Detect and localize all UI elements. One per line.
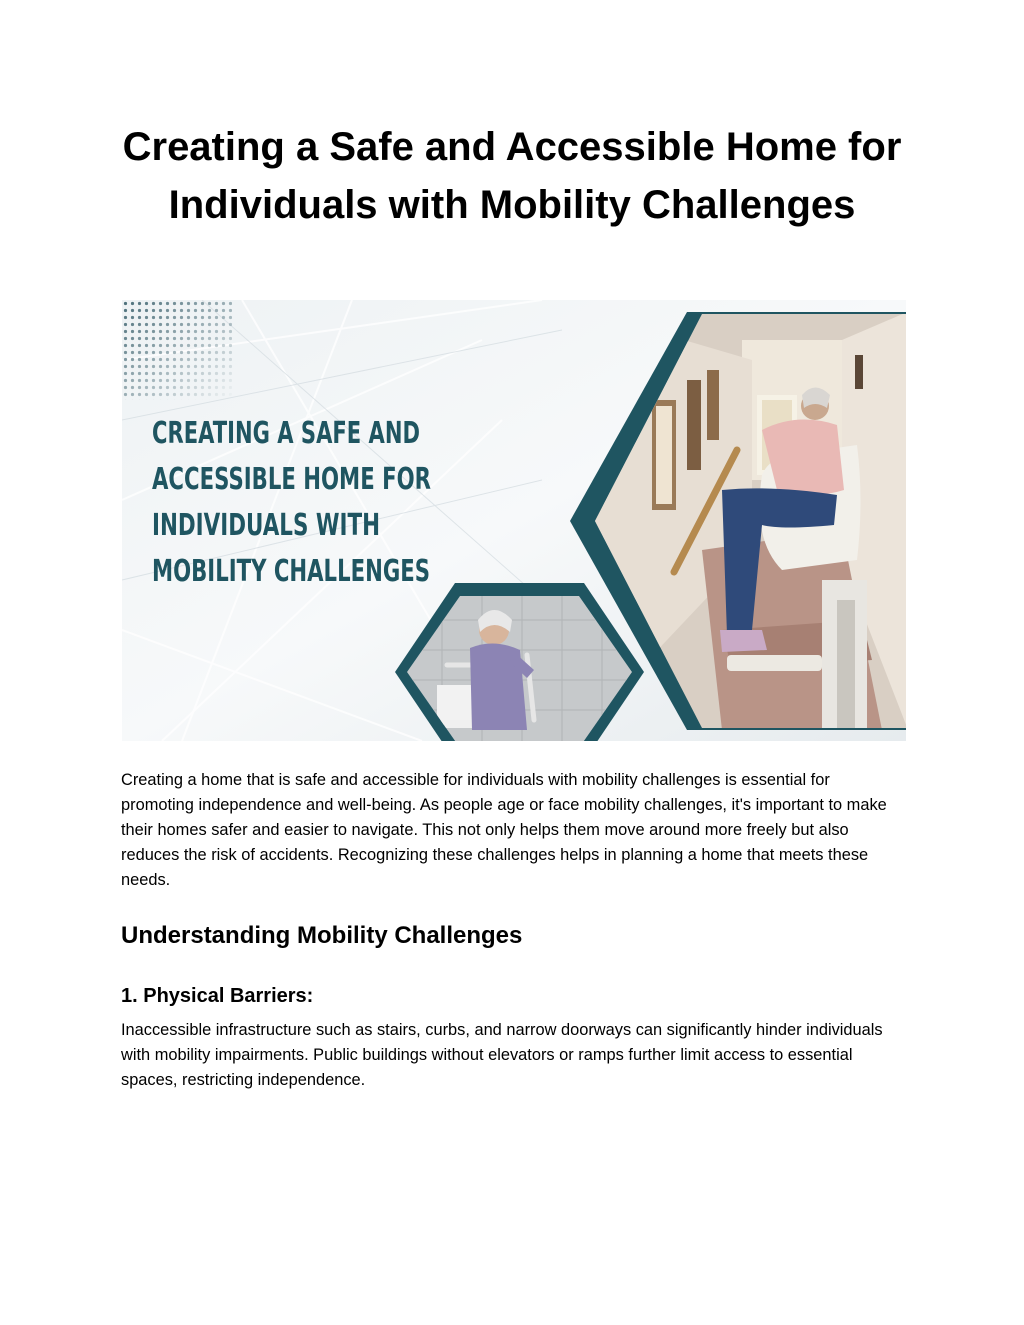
banner-headline-line-3: INDIVIDUALS WITH [152,508,380,543]
subsection-body-physical-barriers: Inaccessible infrastructure such as stairs, curbs, and narrow doorways can significantly hinder individuals with mobility impairments. Public buildings without elevators or ramps further limit access to essential spaces, restricting independence. [121,1021,883,1089]
document-title: Creating a Safe and Accessible Home for Individuals with Mobility Challenges [122,125,902,227]
subsection-heading-physical-barriers: 1. Physical Barriers: [121,985,314,1007]
section-heading: Understanding Mobility Challenges [121,922,523,949]
dot-pattern [122,300,232,400]
banner-headline-line-1: CREATING A SAFE AND [152,416,420,451]
banner-image [122,300,906,741]
intro-paragraph: Creating a home that is safe and accessible for individuals with mobility challenges is essential for promoting independence and well-being. As people age or face mobility challenges, it's important to make their homes safer and easier to navigate. This not only helps them move around more freely but also reduces the risk of accidents. Recognizing these challenges helps in planning a home that meets these needs. [121,771,887,889]
banner-headline-line-2: ACCESSIBLE HOME FOR [152,462,431,497]
banner-headline-line-4: MOBILITY CHALLENGES [152,554,430,589]
